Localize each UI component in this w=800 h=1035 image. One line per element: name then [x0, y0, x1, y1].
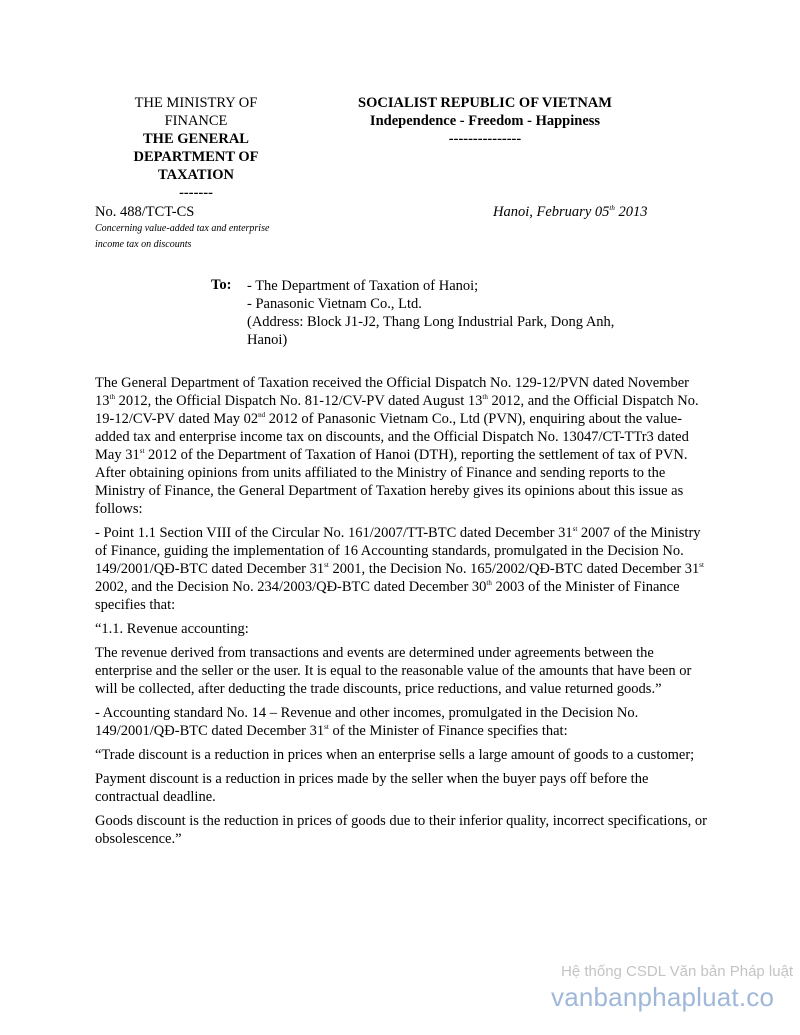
recipient-line: - The Department of Taxation of Hanoi;: [247, 278, 479, 294]
watermark-site: vanbanphapluat.co: [551, 982, 775, 1012]
text-run: 2012, and the Official Dispatch No. 19-12/CV-PV dated May 02: [95, 393, 699, 427]
paragraph-circular: [95, 524, 707, 614]
paragraph-goods-discount: Goods discount is the reduction in prices of goods due to their inferior quality, incorrect specifications, or obsolescence.”: [95, 813, 707, 847]
ordinal-suffix: nd: [258, 411, 266, 420]
paragraph-quote-heading: “1.1. Revenue accounting:: [95, 621, 249, 637]
text-run: 2012, the Official Dispatch No. 81-12/CV-PV dated August 13: [114, 393, 483, 409]
text-run: 2007 of the Ministry of Finance, guiding the implementation of 16 Accounting standards, promulgated in the Decision No. 149/2001/QĐ-BTC dated December 31: [95, 525, 701, 577]
recipients-label: To:: [211, 277, 232, 293]
issuer-divider: -------: [179, 185, 213, 201]
recipient-line: (Address: Block J1-J2, Thang Long Industrial Park, Dong Anh,: [247, 314, 615, 330]
department-name: THE GENERAL: [143, 131, 249, 147]
recipient-line: Hanoi): [247, 332, 288, 348]
paragraph-standard: [95, 704, 707, 740]
ordinal-suffix: st: [324, 723, 329, 732]
date-suffix: th: [609, 204, 615, 213]
text-run: The General Department of Taxation received the Official Dispatch No. 129-12/PVN dated November 13: [95, 375, 689, 409]
recipients-list: [247, 277, 667, 349]
text-run: 2012 of the Department of Taxation of Hanoi (DTH), reporting the settlement of tax of PVN. After obtaining opinions from units affiliated to the Ministry of Finance and sending reports to the Ministry of Finance, the General Department of Taxation hereby gives its opinions about this issue as follows:: [95, 447, 688, 517]
ordinal-suffix: st: [699, 561, 704, 570]
text-run: 2003 of the Minister of Finance specifies that:: [95, 579, 680, 613]
date-year: 2013: [614, 204, 648, 220]
ordinal-suffix: th: [109, 393, 115, 402]
paragraph-revenue: The revenue derived from transactions and events are determined under agreements between the enterprise and the seller or the user. It is equal to the reasonable value of the amounts that have been or will be collected, after deducting the trade discounts, price reductions, and value returned goods.”: [95, 645, 692, 697]
ordinal-suffix: th: [486, 579, 492, 588]
ministry-name-cont: FINANCE: [164, 113, 228, 129]
ordinal-suffix: st: [139, 447, 145, 456]
text-run: - Point 1.1 Section VIII of the Circular No. 161/2007/TT-BTC dated December 31: [95, 525, 573, 541]
national-motto: Independence - Freedom - Happiness: [369, 113, 601, 129]
date-text: Hanoi, February 05: [493, 204, 610, 220]
subject-line: income tax on discounts: [95, 239, 192, 250]
text-run: 2012 of Panasonic Vietnam Co., Ltd (PVN), enquiring about the value-added tax and enterprise income tax on discounts, and the Official Dispatch No. 13047/CT-TTr3 dated May 31: [95, 411, 689, 463]
document-date: [493, 204, 647, 221]
text-run: 2002, and the Decision No. 234/2003/QĐ-BTC dated December 30: [95, 579, 487, 595]
issuer-block: [112, 94, 280, 202]
document-subject: [95, 221, 295, 253]
paragraph-intro: [95, 374, 707, 518]
ministry-name: THE MINISTRY OF: [134, 95, 258, 111]
text-run: - Accounting standard No. 14 – Revenue and other incomes, promulgated in the Decision No. 149/2001/QĐ-BTC dated December 31: [95, 705, 639, 739]
paragraph-trade-discount: “Trade discount is a reduction in prices when an enterprise sells a large amount of goods to a customer;: [95, 747, 695, 763]
ordinal-suffix: st: [324, 561, 329, 570]
national-title-block: [330, 94, 640, 148]
department-name-end: TAXATION: [158, 167, 234, 183]
motto-divider: ---------------: [448, 131, 522, 147]
republic-name: SOCIALIST REPUBLIC OF VIETNAM: [358, 95, 612, 111]
text-run: of the Minister of Finance specifies that:: [328, 723, 568, 739]
ordinal-suffix: th: [482, 393, 488, 402]
paragraph-payment-discount: Payment discount is a reduction in prices made by the seller when the buyer pays off before the contractual deadline.: [95, 771, 649, 805]
subject-line: Concerning value-added tax and enterprise: [95, 223, 270, 234]
ordinal-suffix: st: [572, 525, 578, 534]
recipient-line: - Panasonic Vietnam Co., Ltd.: [247, 296, 422, 312]
department-name-cont: DEPARTMENT OF: [133, 149, 259, 165]
document-body: [95, 374, 707, 854]
document-number: No. 488/TCT-CS: [95, 204, 195, 220]
text-run: 2001, the Decision No. 165/2002/QĐ-BTC dated December 31: [328, 561, 700, 577]
watermark-tagline: Hệ thống CSDL Văn bản Pháp luật: [561, 963, 794, 980]
